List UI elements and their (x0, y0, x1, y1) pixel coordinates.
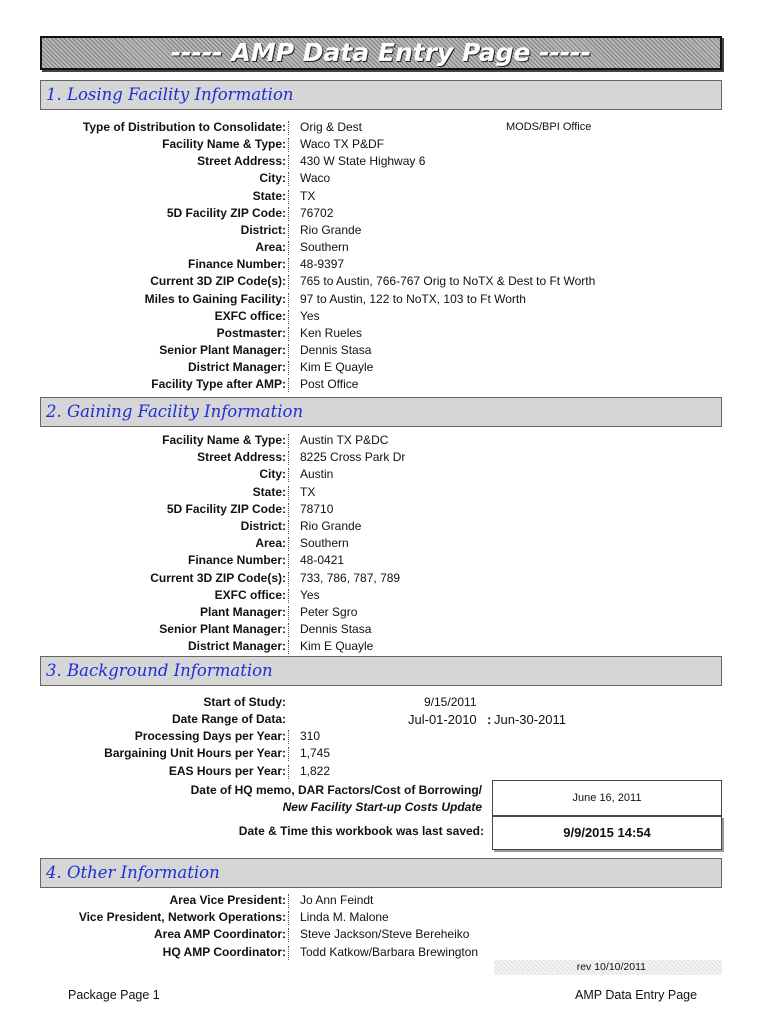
losing-value-district[interactable]: Rio Grande (300, 222, 362, 237)
gaining-label-city: City: (259, 467, 286, 482)
losing-label-facility-type-after-amp: Facility Type after AMP: (151, 377, 286, 392)
gaining-label-5d-facility-zip-code: 5D Facility ZIP Code: (166, 501, 286, 516)
losing-row-finance-number (0, 256, 770, 273)
processing-days-row (0, 728, 770, 745)
start-of-study-value[interactable]: 9/15/2011 (424, 695, 477, 709)
losing-value-exfc-office[interactable]: Yes (300, 308, 320, 323)
losing-value-facility-type-after-amp[interactable]: Post Office (300, 377, 359, 392)
losing-row-district (0, 222, 770, 239)
gaining-row-district-manager (0, 638, 770, 655)
gaining-row-state (0, 484, 770, 501)
losing-value-district-manager[interactable]: Kim E Quayle (300, 360, 374, 375)
field-divider (288, 207, 289, 221)
gaining-label-district-manager: District Manager: (187, 639, 286, 654)
gaining-row-exfc-office (0, 587, 770, 604)
gaining-label-area: Area: (255, 536, 286, 551)
losing-label-district: District: (240, 222, 286, 237)
field-divider (288, 241, 289, 255)
losing-row-facility-name-type (0, 136, 770, 153)
field-divider (288, 190, 289, 204)
other-row-vice-president-network-operations (0, 909, 770, 926)
losing-label-exfc-office: EXFC office: (214, 308, 286, 323)
losing-value-current-3d-zip-code-s[interactable]: 765 to Austin, 766-767 Orig to NoTX & Dest to Ft Worth (300, 274, 596, 289)
field-divider (288, 434, 289, 448)
field-divider (288, 606, 289, 620)
gaining-row-senior-plant-manager (0, 621, 770, 638)
losing-label-street-address: Street Address: (197, 154, 286, 169)
field-divider (288, 155, 289, 169)
field-divider (288, 537, 289, 551)
losing-label-senior-plant-manager: Senior Plant Manager: (159, 342, 286, 357)
field-divider (288, 468, 289, 482)
gaining-row-plant-manager (0, 604, 770, 621)
field-divider (288, 451, 289, 465)
gaining-row-district (0, 518, 770, 535)
losing-value-miles-to-gaining-facility[interactable]: 97 to Austin, 122 to NoTX, 103 to Ft Worth (300, 291, 526, 306)
section-header-other: 4. Other Information (40, 858, 722, 888)
eas-hours-label: EAS Hours per Year: (168, 764, 286, 778)
other-value-hq-amp-coordinator[interactable]: Todd Katkow/Barbara Brewington (300, 944, 479, 959)
losing-row-state (0, 188, 770, 205)
other-label-area-amp-coordinator: Area AMP Coordinator: (153, 927, 286, 942)
mods-bpi-note: MODS/BPI Office (506, 121, 592, 133)
field-divider (288, 911, 289, 925)
field-divider (288, 503, 289, 517)
section-header-losing: 1. Losing Facility Information (40, 80, 722, 110)
field-divider (288, 293, 289, 307)
losing-label-5d-facility-zip-code: 5D Facility ZIP Code: (166, 205, 286, 220)
losing-label-miles-to-gaining-facility: Miles to Gaining Facility: (144, 291, 286, 306)
mods-note-row (0, 119, 770, 136)
section-header-background: 3. Background Information (40, 656, 722, 686)
gaining-label-plant-manager: Plant Manager: (199, 605, 286, 619)
field-divider (288, 640, 289, 654)
start-of-study-row (0, 694, 770, 711)
losing-value-5d-facility-zip-code[interactable]: 76702 (300, 205, 334, 220)
date-range-start[interactable]: Jul-01-2010 (408, 712, 477, 727)
gaining-row-finance-number (0, 552, 770, 569)
gaining-value-facility-name-type[interactable]: Austin TX P&DC (300, 433, 389, 447)
gaining-row-city (0, 466, 770, 483)
date-range-end[interactable]: Jun-30-2011 (494, 712, 567, 727)
losing-row-5d-facility-zip-code (0, 205, 770, 222)
gaining-label-facility-name-type: Facility Name & Type: (162, 433, 286, 447)
footer-right: AMP Data Entry Page (575, 988, 698, 1002)
eas-hours-row (0, 763, 770, 780)
gaining-value-finance-number[interactable]: 48-0421 (300, 553, 345, 568)
losing-row-facility-type-after-amp (0, 376, 770, 393)
gaining-value-district-manager[interactable]: Kim E Quayle (300, 639, 374, 654)
losing-row-city (0, 170, 770, 187)
last-saved-box[interactable]: 9/9/2015 14:54 (492, 816, 722, 850)
gaining-value-senior-plant-manager[interactable]: Dennis Stasa (300, 622, 372, 637)
losing-label-district-manager: District Manager: (187, 360, 286, 375)
page-title: ----- AMP Data Entry Page ----- (40, 36, 722, 70)
hq-memo-label (0, 782, 482, 816)
field-divider (288, 554, 289, 568)
losing-value-type-of-distribution-to-consolidate[interactable]: Orig & Dest (300, 120, 363, 134)
start-of-study-label: Start of Study: (203, 695, 286, 709)
field-divider (288, 928, 289, 942)
losing-row-senior-plant-manager (0, 342, 770, 359)
losing-value-area[interactable]: Southern (300, 240, 349, 255)
losing-value-senior-plant-manager[interactable]: Dennis Stasa (300, 342, 372, 357)
losing-label-facility-name-type: Facility Name & Type: (162, 137, 286, 152)
field-divider (288, 378, 289, 392)
eas-hours-value[interactable]: 1,822 (300, 764, 331, 778)
gaining-label-current-3d-zip-code-s: Current 3D ZIP Code(s): (150, 570, 286, 585)
section-header-gaining: 2. Gaining Facility Information (40, 397, 722, 427)
field-divider (288, 138, 289, 152)
losing-row-miles-to-gaining-facility (0, 291, 770, 308)
losing-label-postmaster: Postmaster: (216, 325, 286, 340)
other-value-vice-president-network-operations[interactable]: Linda M. Malone (300, 910, 389, 925)
field-divider (288, 572, 289, 586)
losing-value-facility-name-type[interactable]: Waco TX P&DF (300, 137, 385, 152)
revision-text: rev 10/10/2011 (576, 961, 646, 973)
hq-memo-label-line2: New Facility Start-up Costs Update (282, 800, 482, 814)
gaining-label-district: District: (240, 519, 286, 533)
date-range-row (0, 711, 770, 728)
field-divider (288, 172, 289, 186)
losing-row-district-manager (0, 359, 770, 376)
gaining-label-finance-number: Finance Number: (187, 553, 286, 568)
date-range-separator: : (487, 712, 492, 727)
field-divider (288, 894, 289, 908)
gaining-value-street-address[interactable]: 8225 Cross Park Dr (300, 450, 406, 465)
other-row-hq-amp-coordinator (0, 944, 770, 961)
date-range-label: Date Range of Data: (171, 712, 286, 726)
other-value-area-amp-coordinator[interactable]: Steve Jackson/Steve Bereheiko (300, 927, 470, 942)
gaining-row-area (0, 535, 770, 552)
gaining-label-state: State: (252, 484, 286, 499)
field-divider (288, 946, 289, 960)
last-saved-label: Date & Time this workbook was last saved: (238, 824, 484, 838)
other-row-area-vice-president (0, 892, 770, 909)
losing-row-area (0, 239, 770, 256)
gaining-label-senior-plant-manager: Senior Plant Manager: (159, 622, 286, 637)
field-divider (288, 361, 289, 375)
losing-row-current-3d-zip-code-s (0, 273, 770, 290)
losing-value-city[interactable]: Waco (300, 171, 331, 186)
processing-days-value[interactable]: 310 (300, 729, 321, 743)
gaining-row-street-address (0, 449, 770, 466)
gaining-value-exfc-office[interactable]: Yes (300, 587, 320, 602)
hq-memo-label-line1: Date of HQ memo, DAR Factors/Cost of Borrowing/ (190, 783, 482, 797)
losing-label-city: City: (259, 171, 286, 186)
other-label-hq-amp-coordinator: HQ AMP Coordinator: (162, 944, 286, 959)
gaining-label-exfc-office: EXFC office: (214, 587, 286, 602)
field-divider (288, 344, 289, 358)
losing-label-finance-number: Finance Number: (187, 257, 286, 272)
gaining-value-current-3d-zip-code-s[interactable]: 733, 786, 787, 789 (300, 570, 401, 585)
other-value-area-vice-president[interactable]: Jo Ann Feindt (300, 893, 374, 907)
losing-label-area: Area: (255, 240, 286, 255)
other-row-area-amp-coordinator (0, 926, 770, 943)
losing-row-postmaster (0, 325, 770, 342)
losing-value-state[interactable]: TX (300, 188, 316, 203)
gaining-row-5d-facility-zip-code (0, 501, 770, 518)
field-divider (288, 589, 289, 603)
gaining-value-city[interactable]: Austin (300, 467, 334, 482)
losing-value-street-address[interactable]: 430 W State Highway 6 (300, 154, 426, 169)
losing-row-exfc-office (0, 308, 770, 325)
losing-row-street-address (0, 153, 770, 170)
bargaining-hours-label: Bargaining Unit Hours per Year: (104, 746, 286, 760)
gaining-value-area[interactable]: Southern (300, 536, 349, 551)
bargaining-hours-value[interactable]: 1,745 (300, 746, 331, 760)
bargaining-hours-row (0, 745, 770, 762)
field-divider (288, 327, 289, 341)
gaining-row-facility-name-type (0, 432, 770, 449)
losing-value-finance-number[interactable]: 48-9397 (300, 257, 345, 272)
field-divider (288, 224, 289, 238)
field-divider (288, 258, 289, 272)
hq-memo-date-box[interactable]: June 16, 2011 (492, 780, 722, 816)
processing-days-label: Processing Days per Year: (134, 729, 286, 743)
revision-bar (494, 960, 722, 975)
footer-left: Package Page 1 (68, 988, 160, 1002)
field-divider (288, 310, 289, 324)
gaining-value-5d-facility-zip-code[interactable]: 78710 (300, 501, 334, 516)
other-label-vice-president-network-operations: Vice President, Network Operations: (78, 910, 286, 925)
field-divider (288, 275, 289, 289)
gaining-value-plant-manager[interactable]: Peter Sgro (300, 605, 358, 619)
gaining-value-state[interactable]: TX (300, 484, 316, 499)
field-divider (288, 486, 289, 500)
field-divider (288, 623, 289, 637)
losing-value-postmaster[interactable]: Ken Rueles (300, 325, 363, 340)
field-divider (288, 520, 289, 534)
losing-label-type-of-distribution-to-consolidate: Type of Distribution to Consolidate: (82, 120, 286, 134)
gaining-label-street-address: Street Address: (197, 450, 286, 465)
losing-label-state: State: (252, 188, 286, 203)
gaining-value-district[interactable]: Rio Grande (300, 519, 362, 533)
losing-label-current-3d-zip-code-s: Current 3D ZIP Code(s): (150, 274, 286, 289)
other-label-area-vice-president: Area Vice President: (169, 893, 286, 907)
gaining-row-current-3d-zip-code-s (0, 570, 770, 587)
